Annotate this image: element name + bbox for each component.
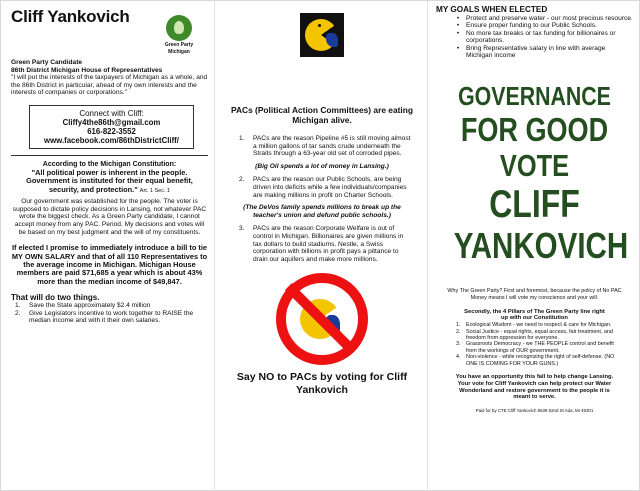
headline-governance: GOVERNANCE: [458, 81, 611, 112]
green-party-logo: [149, 15, 209, 55]
pacs-list: [223, 225, 421, 263]
contact-phone[interactable]: 616-822-3552: [87, 126, 136, 136]
green-party-logo-icon: [166, 15, 192, 41]
pacs-title: PACs (Political Action Committees) are eating Michigan alive.: [231, 105, 413, 125]
divider: [11, 155, 208, 156]
candidate-line-1: Green Party Candidate: [11, 59, 83, 66]
pillars-list: [436, 322, 633, 367]
candidate-quote: "I will put the interests of the taxpayers of Michigan as a whole, and the 86th District in particular, ahead of my own interests and the interests of companies or corporations.": [11, 74, 208, 97]
no-pacs-sign-icon: [276, 273, 368, 365]
list-item: • Ensure proper funding to our Public Schools.: [456, 22, 597, 30]
contact-email[interactable]: Cliffy4the86th@gmail.com: [62, 117, 161, 127]
list-item: 4. Non-violence - while recognizing the right of self-defense. (NO ONE IS COMING FOR YOUR GUNS.): [456, 354, 615, 367]
list-item: 1. Ecological Wisdom - we need to respect & care for Michigan.: [456, 322, 612, 329]
candidate-name: Cliff Yankovich: [11, 7, 130, 26]
body-text: Our government was established for the people. The voter is supposed to dictate policy decisions in Lansing, not whatever PAC wrote the biggest check. As a Green Party candidate, I cannot accept money from any PAC. Period. My decisions and votes will be based on my best judgment and the will of my constituents.: [12, 198, 207, 236]
list-item: 1. PACs are the reason Pipeline #5 is still moving almost a million gallons of tar sands crude underneath the Straits through a 63-year old set of corroded pipes.: [239, 135, 411, 158]
contact-label: Connect with Cliff:: [79, 108, 144, 118]
constitution-heading: According to the Michigan Constitution:: [42, 160, 177, 168]
list-item: 3. PACs are the reason Corporate Welfare is out of control in Michigan. Billionaires are given millions in tax dollars to build stadiums. Nestle, a Swiss corporation with billions in profit pays a pittance to drain our aquifers and make more millions.: [239, 225, 404, 263]
headline-for-good: FOR GOOD: [460, 111, 609, 149]
middle-panel: [215, 1, 427, 491]
pacman-michigan-icon: [300, 13, 344, 57]
constitution-cite: Art. 1 Sec. 1: [139, 187, 171, 194]
list-item: • No more tax breaks or tax funding for billionaires or corporations.: [456, 29, 616, 45]
right-panel: [428, 1, 640, 491]
list-item: • Protect and preserve water - our most precious resource.: [456, 15, 633, 22]
contact-box: [29, 105, 194, 149]
constitution-quote: "All political power is inherent in the people. Government is instituted for their equal benefit, security, and protection." Art. 1 Sec. 1: [26, 167, 193, 194]
left-panel: [1, 1, 214, 491]
paid-for: Paid for by CTE Cliff Yankovich 8639 52nd St Ada, MI 49301: [475, 408, 594, 414]
headline-vote: VOTE: [499, 148, 570, 184]
contact-facebook[interactable]: www.facebook.com/86thDistrictCliff/: [44, 135, 179, 145]
candidate-line-2: 86th District Michigan House of Representatives: [11, 66, 163, 74]
list-item: 1. Save the State approximately $2.4 million: [15, 302, 151, 310]
goals-heading: MY GOALS WHEN ELECTED: [436, 5, 548, 14]
pacs-list: [223, 176, 421, 199]
headline-cliff: CLIFF: [489, 183, 580, 227]
pacs-list: [223, 135, 421, 158]
list-item: 2. PACs are the reason our Public Schools, are being driven into deficits while a few individuals/companies are making millions in profit on Charter Schools.: [239, 176, 407, 199]
two-things-list: [11, 302, 208, 325]
salary-promise: If elected I promise to immediately introduce a bill to tie MY OWN SALARY and that of all 110 Representatives to the average income in Michigan. Michigan House members are paid $71,685 a year which is about 43% more than the median income of $49,847.: [11, 243, 208, 286]
note-1: (Big Oil spends a lot of money in Lansing.): [255, 162, 389, 170]
headline-yankovich: YANKOVICH: [453, 225, 629, 267]
goals-list: [436, 15, 633, 59]
two-things-heading: That will do two things.: [11, 293, 100, 303]
logo-text-1: Green Party: [164, 42, 194, 48]
list-item: • Bring Representative salary in line with average Michigan income: [456, 44, 606, 60]
logo-text-2: Michigan: [168, 49, 190, 55]
pillars-heading: Secondly, the 4 Pillars of The Green Party line right up with our Constitution: [464, 308, 605, 322]
slogan: Say NO to PACs by voting for Cliff Yankovich: [236, 371, 408, 397]
note-2: (The DeVos family spends millions to break up the teacher's union and defund public schools.): [243, 204, 401, 219]
list-item: 2. Social Justice - equal rights, equal access, fair treatment, and freedom from oppression for everyone.: [456, 328, 613, 342]
list-item: 3. Grassroots Democracy - we THE PEOPLE control and benefit from the workings of OUR government.: [456, 341, 614, 354]
list-item: 2. Give Legislators incentive to work together to RAISE the median income and with it their own salaries.: [15, 309, 194, 325]
closing: You have an opportunity this fall to help change Lansing. Your vote for Cliff Yankovich can help protect our Water Wonderland and restore government to the people it is meant to serve.: [455, 374, 614, 401]
why-green: Why The Green Party? First and foremost, because the policy of No PAC Money means I will vote my conscience and your will.: [447, 288, 622, 302]
